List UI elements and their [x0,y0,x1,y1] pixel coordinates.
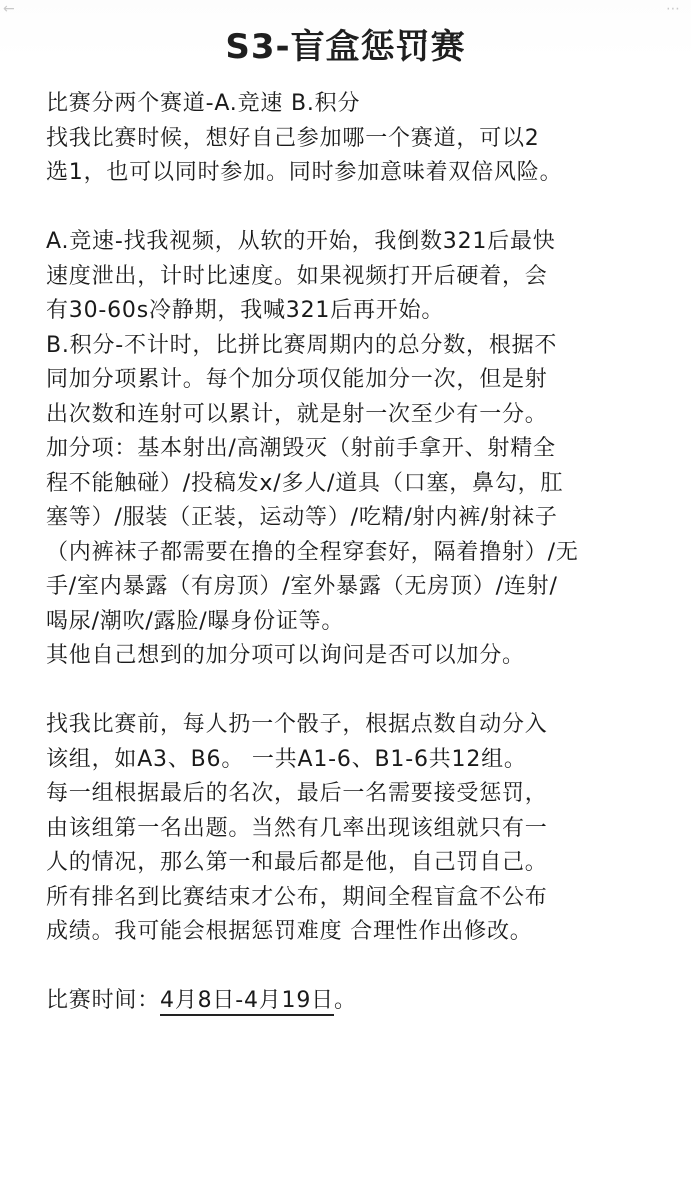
text-line: 其他自己想到的加分项可以询问是否可以加分。 [46,643,525,668]
back-arrow-icon: ← [3,1,15,17]
intro-paragraph [46,87,654,191]
text-line: 由该组第一名出题。当然有几率出现该组就只有一 [46,815,548,841]
groups-paragraph [46,708,654,950]
text-line: 该组，如A3、B6。 一共A1-6、B1-6共12组。 [46,746,527,772]
text-line: 选1，也可以同时参加。同时参加意味着双倍风险。 [46,160,563,185]
text-line: （内裤袜子都需要在撸的全程穿套好，隔着撸射）/无 [46,539,579,565]
rules-paragraph [46,225,654,674]
text-line: 塞等）/服装（正装，运动等）/吃精/射内裤/射袜子 [46,505,558,530]
text-line: 人的情况，那么第一和最后都是他，自己罚自己。 [46,850,548,875]
text-line: 出次数和连射可以累计，就是射一次至少有一分。 [46,401,548,427]
text-line: B.积分-不计时，比拼比赛周期内的总分数，根据不 [46,332,558,358]
text-line: 有30-60s冷静期，我喊321后再开始。 [46,298,445,323]
text-line: 喝尿/潮吹/露脸/曝身份证等。 [46,608,345,634]
paragraph-spacer [46,950,654,985]
paragraph-spacer [46,191,654,226]
paragraph-spacer [46,674,654,709]
text-line: 速度泄出，计时比速度。如果视频打开后硬着，会 [46,263,548,289]
text-line: 同加分项累计。每个加分项仅能加分一次，但是射 [46,367,548,392]
document-body [46,87,654,1019]
text-line: 程不能触碰）/投稿发x/多人/道具（口塞，鼻勾，肛 [46,470,564,496]
text-line: 加分项：基本射出/高潮毁灭（射前手拿开、射精全 [46,436,556,461]
schedule-paragraph [46,984,654,1019]
text-line: 找我比赛时候，想好自己参加哪一个赛道，可以2 [46,125,540,151]
schedule-label: 比赛时间： [46,988,161,1013]
text-line: 手/室内暴露（有房顶）/室外暴露（无房顶）/连射/ [46,574,558,599]
more-icon: ⋯ [666,1,681,17]
text-line: A.竞速-找我视频，从软的开始，我倒数321后最快 [46,229,556,254]
text-line: 所有排名到比赛结束才公布，期间全程盲盒不公布 [46,884,548,910]
text-line: 成绩。我可能会根据惩罚难度 合理性作出修改。 [46,919,533,944]
schedule-line [46,984,654,1019]
text-line: 比赛分两个赛道-A.竞速 B.积分 [46,91,361,116]
text-line: 每一组根据最后的名次，最后一名需要接受惩罚， [46,781,548,806]
text-line: 找我比赛前，每人扔一个骰子，根据点数自动分入 [46,712,548,737]
schedule-dates-link[interactable]: 4月8日-4月19日 [160,988,334,1016]
schedule-suffix: 。 [333,988,357,1013]
page-title: S3-盲盒惩罚赛 [225,27,466,67]
